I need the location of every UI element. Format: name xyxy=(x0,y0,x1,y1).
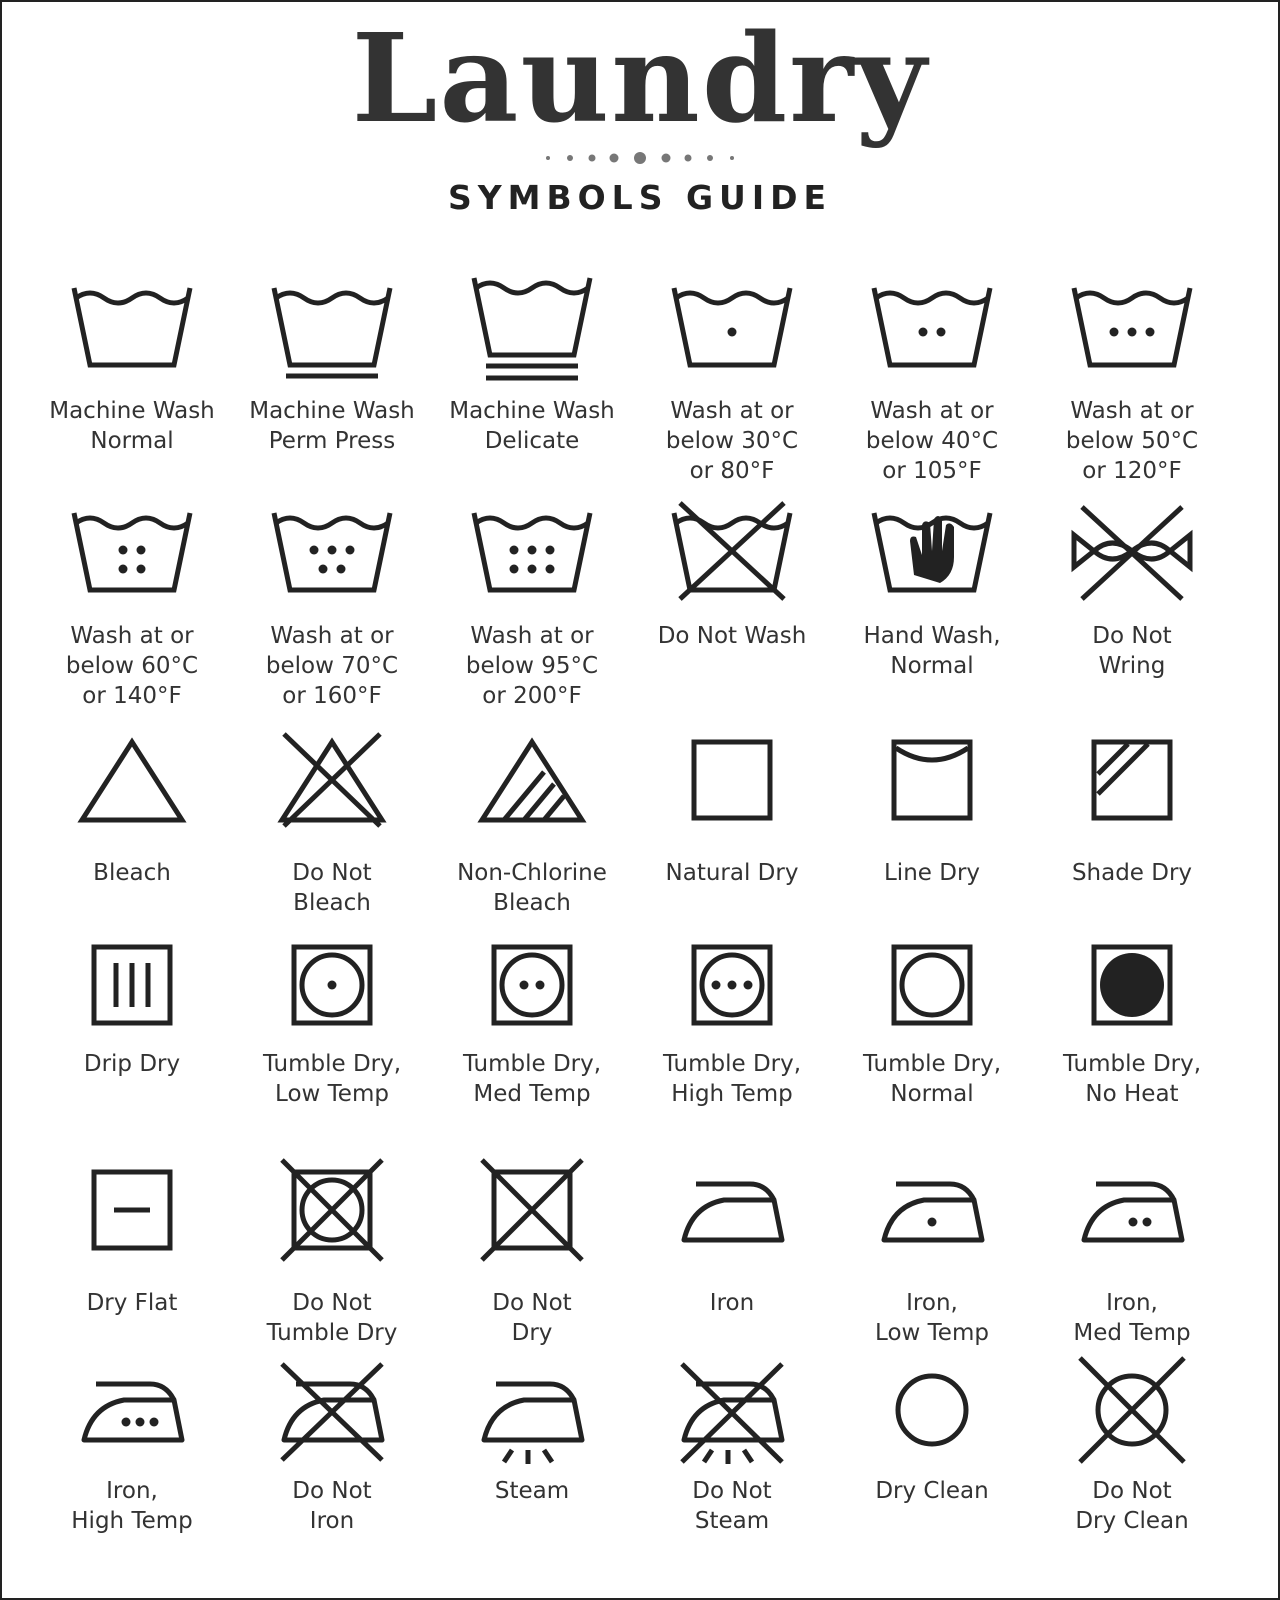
do-not-bleach-icon xyxy=(262,720,402,840)
symbol-label-line: Steam xyxy=(694,1508,770,1534)
symbol-label xyxy=(832,858,1032,888)
symbol-label-line: Wash at or xyxy=(470,623,594,649)
symbol-card xyxy=(832,925,1032,1145)
symbol-card xyxy=(1032,925,1232,1145)
symbol-label xyxy=(432,1288,632,1348)
tumble-dry-no-heat-icon xyxy=(1062,925,1202,1045)
symbol-label xyxy=(832,1288,1032,1348)
symbol-card xyxy=(32,495,232,715)
symbol-label-line: Tumble Dry, xyxy=(862,1051,1002,1077)
symbol-label xyxy=(232,396,432,456)
symbol-label-line: Tumble Dry, xyxy=(262,1051,402,1077)
iron-icon xyxy=(662,1150,802,1270)
symbol-label-line: Low Temp xyxy=(875,1320,989,1346)
symbol-label xyxy=(1032,1476,1232,1536)
symbol-label-line: Normal xyxy=(90,428,174,454)
symbol-label-line: or 80°F xyxy=(689,458,775,484)
hand-wash-icon xyxy=(862,495,1002,615)
iron-high-icon xyxy=(62,1350,202,1470)
symbol-label xyxy=(832,621,1032,681)
symbol-card xyxy=(1032,720,1232,940)
do-not-dry-icon xyxy=(462,1150,602,1270)
symbol-card xyxy=(432,1150,632,1370)
symbol-label xyxy=(632,1476,832,1536)
symbol-card xyxy=(1032,1350,1232,1570)
symbol-label-line: below 95°C xyxy=(465,653,599,679)
symbol-label-line: below 40°C xyxy=(865,428,999,454)
symbol-label-line: Wash at or xyxy=(1070,398,1194,424)
symbol-label-line: Iron xyxy=(709,1290,755,1316)
symbol-card xyxy=(32,720,232,940)
symbol-card xyxy=(632,495,832,715)
symbol-label-line: or 105°F xyxy=(882,458,982,484)
symbol-label xyxy=(432,858,632,918)
symbol-card xyxy=(832,1150,1032,1370)
symbol-card xyxy=(1032,1150,1232,1370)
symbol-label-line: Wring xyxy=(1098,653,1166,679)
wash-30-icon xyxy=(662,270,802,390)
symbol-label xyxy=(632,858,832,888)
symbol-card xyxy=(832,270,1032,490)
symbol-label xyxy=(32,858,232,888)
machine-wash-normal-icon xyxy=(62,270,202,390)
symbol-label xyxy=(632,1288,832,1318)
symbol-label-line: Tumble Dry, xyxy=(1062,1051,1202,1077)
symbol-label-line: Iron xyxy=(309,1508,355,1534)
symbol-card xyxy=(232,925,432,1145)
symbol-label-line: Steam xyxy=(494,1478,570,1504)
dry-flat-icon xyxy=(62,1150,202,1270)
symbol-label-line: Tumble Dry, xyxy=(662,1051,802,1077)
symbol-label-line: Do Not xyxy=(292,860,372,886)
symbol-card xyxy=(832,495,1032,715)
symbol-label-line: Dry Clean xyxy=(1075,1508,1189,1534)
symbol-label-line: Line Dry xyxy=(883,860,981,886)
do-not-tumble-dry-icon xyxy=(262,1150,402,1270)
symbol-label xyxy=(1032,858,1232,888)
symbol-label-line: Tumble Dry, xyxy=(462,1051,602,1077)
symbol-card xyxy=(232,270,432,490)
symbol-label-line: or 200°F xyxy=(482,683,582,709)
symbol-card xyxy=(32,270,232,490)
symbol-card xyxy=(432,925,632,1145)
symbol-label-line: Shade Dry xyxy=(1071,860,1193,886)
symbol-label-line: Do Not xyxy=(492,1290,572,1316)
tumble-dry-low-icon xyxy=(262,925,402,1045)
symbol-label xyxy=(32,1476,232,1536)
symbol-card xyxy=(832,720,1032,940)
page-subtitle: SYMBOLS GUIDE xyxy=(447,178,833,217)
symbol-label xyxy=(432,621,632,711)
symbol-label-line: Machine Wash xyxy=(249,398,415,424)
steam-icon xyxy=(462,1350,602,1470)
tumble-dry-normal-icon xyxy=(862,925,1002,1045)
symbol-card xyxy=(232,1150,432,1370)
machine-wash-delicate-icon xyxy=(462,270,602,390)
symbol-label xyxy=(632,1049,832,1109)
symbol-label-line: Perm Press xyxy=(268,428,396,454)
symbol-label-line: Iron, xyxy=(106,1478,158,1504)
symbol-label xyxy=(232,858,432,918)
symbol-label-line: Wash at or xyxy=(70,623,194,649)
page-title: Laundry xyxy=(351,6,929,150)
symbol-card xyxy=(32,925,232,1145)
iron-low-icon xyxy=(862,1150,1002,1270)
symbol-card xyxy=(632,270,832,490)
symbol-label-line: below 50°C xyxy=(1065,428,1199,454)
symbol-card xyxy=(232,1350,432,1570)
symbol-label xyxy=(232,1476,432,1536)
symbol-label xyxy=(632,621,832,651)
symbol-label xyxy=(32,1049,232,1079)
symbol-label-line: Do Not xyxy=(1092,623,1172,649)
symbol-label-line: Hand Wash, xyxy=(863,623,1001,649)
symbol-label xyxy=(1032,1049,1232,1109)
do-not-wring-icon xyxy=(1062,495,1202,615)
symbol-label-line: Do Not xyxy=(292,1290,372,1316)
symbol-label-line: Wash at or xyxy=(870,398,994,424)
symbol-label-line: below 60°C xyxy=(65,653,199,679)
symbol-card xyxy=(432,495,632,715)
symbol-label-line: Do Not xyxy=(692,1478,772,1504)
symbol-label-line: Dry xyxy=(511,1320,553,1346)
symbol-label-line: Drip Dry xyxy=(83,1051,181,1077)
symbol-card xyxy=(432,270,632,490)
wash-50-icon xyxy=(1062,270,1202,390)
dry-clean-icon xyxy=(862,1350,1002,1470)
symbol-card xyxy=(1032,495,1232,715)
non-chlorine-bleach-icon xyxy=(462,720,602,840)
symbol-label xyxy=(232,621,432,711)
symbol-label-line: Med Temp xyxy=(473,1081,591,1107)
symbol-label-line: Non-Chlorine xyxy=(457,860,607,886)
symbol-card xyxy=(632,925,832,1145)
do-not-iron-icon xyxy=(262,1350,402,1470)
symbol-label-line: Bleach xyxy=(493,890,571,916)
symbol-label-line: Dry Clean xyxy=(875,1478,989,1504)
symbol-label-line: below 70°C xyxy=(265,653,399,679)
symbol-label-line: High Temp xyxy=(71,1508,193,1534)
symbol-card xyxy=(232,720,432,940)
symbol-label-line: Dry Flat xyxy=(86,1290,178,1316)
symbol-card xyxy=(632,1150,832,1370)
symbol-label-line: Iron, xyxy=(906,1290,958,1316)
symbol-label-line: Iron, xyxy=(1106,1290,1158,1316)
symbol-label xyxy=(32,396,232,456)
symbol-label xyxy=(232,1288,432,1348)
symbol-label-line: Machine Wash xyxy=(449,398,615,424)
wash-70-icon xyxy=(262,495,402,615)
symbol-card xyxy=(1032,270,1232,490)
symbol-label xyxy=(1032,1288,1232,1348)
do-not-steam-icon xyxy=(662,1350,802,1470)
symbol-label-line: Low Temp xyxy=(275,1081,389,1107)
line-dry-icon xyxy=(862,720,1002,840)
tumble-dry-high-icon xyxy=(662,925,802,1045)
symbol-label-line: Normal xyxy=(890,1081,974,1107)
symbol-card xyxy=(432,1350,632,1570)
symbol-label-line: or 120°F xyxy=(1082,458,1182,484)
symbol-label xyxy=(832,396,1032,486)
decorative-dots xyxy=(0,150,1280,169)
symbol-label-line: below 30°C xyxy=(665,428,799,454)
symbol-label xyxy=(32,1288,232,1318)
symbol-card xyxy=(632,720,832,940)
symbol-label-line: Tumble Dry xyxy=(266,1320,398,1346)
symbol-label xyxy=(32,621,232,711)
symbol-label-line: or 140°F xyxy=(82,683,182,709)
symbol-label-line: Machine Wash xyxy=(49,398,215,424)
machine-wash-perm-press-icon xyxy=(262,270,402,390)
symbol-label-line: Bleach xyxy=(93,860,171,886)
drip-dry-icon xyxy=(62,925,202,1045)
do-not-wash-icon xyxy=(662,495,802,615)
symbol-card xyxy=(632,1350,832,1570)
symbol-label-line: High Temp xyxy=(671,1081,793,1107)
bleach-icon xyxy=(62,720,202,840)
tumble-dry-med-icon xyxy=(462,925,602,1045)
symbol-card xyxy=(32,1150,232,1370)
symbol-card xyxy=(32,1350,232,1570)
symbol-label xyxy=(1032,396,1232,486)
symbol-label-line: Normal xyxy=(890,653,974,679)
symbol-label xyxy=(632,396,832,486)
symbol-label-line: Wash at or xyxy=(670,398,794,424)
symbol-label xyxy=(432,1476,632,1506)
symbol-label xyxy=(1032,621,1232,681)
natural-dry-icon xyxy=(662,720,802,840)
wash-60-icon xyxy=(62,495,202,615)
wash-95-icon xyxy=(462,495,602,615)
symbol-card xyxy=(232,495,432,715)
symbol-label-line: Do Not xyxy=(1092,1478,1172,1504)
symbol-label-line: Delicate xyxy=(484,428,580,454)
wash-40-icon xyxy=(862,270,1002,390)
symbol-label xyxy=(832,1476,1032,1506)
symbol-label-line: Bleach xyxy=(293,890,371,916)
symbol-label-line: Wash at or xyxy=(270,623,394,649)
symbol-label xyxy=(432,396,632,456)
symbol-card xyxy=(832,1350,1032,1570)
iron-med-icon xyxy=(1062,1150,1202,1270)
symbol-label xyxy=(832,1049,1032,1109)
shade-dry-icon xyxy=(1062,720,1202,840)
symbol-label-line: or 160°F xyxy=(282,683,382,709)
symbol-label-line: Natural Dry xyxy=(665,860,799,886)
symbol-label-line: Do Not Wash xyxy=(657,623,807,649)
symbol-label xyxy=(232,1049,432,1109)
symbol-label-line: No Heat xyxy=(1085,1081,1179,1107)
dots-divider-icon xyxy=(540,151,740,165)
do-not-dry-clean-icon xyxy=(1062,1350,1202,1470)
symbol-label xyxy=(432,1049,632,1109)
symbol-label-line: Med Temp xyxy=(1073,1320,1191,1346)
symbol-card xyxy=(432,720,632,940)
symbol-label-line: Do Not xyxy=(292,1478,372,1504)
